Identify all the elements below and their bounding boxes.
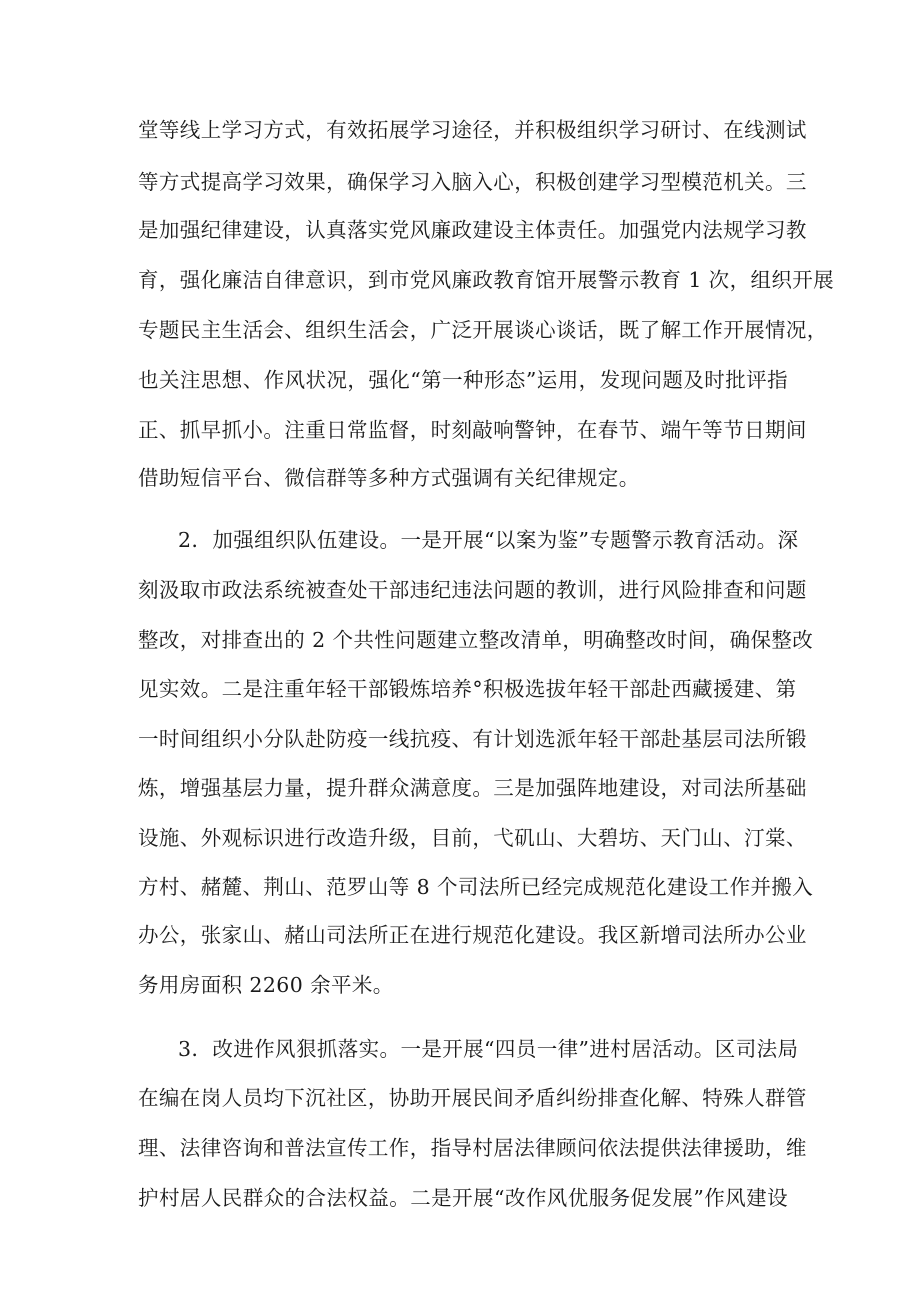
text-line: 等方式提高学习效果，确保学习入脑入心，积极创建学习型模范机关。三: [138, 170, 807, 194]
text-line: 整改，对排查出的 2 个共性问题建立整改清单，明确整改时间，确保整改: [138, 628, 814, 652]
paragraph-first-line: 3．改进作风狠抓落实。一是开展“四员一律”进村居活动。区司法局: [178, 1037, 799, 1061]
text-line: 一时间组织小分队赴防疫一线抗疫、有计划选派年轻干部赴基层司法所锻: [138, 727, 807, 751]
text-line: 见实效。二是注重年轻干部锻炼培养°积极选拔年轻干部赴西藏援建、第: [138, 677, 797, 701]
text-line: 刻汲取市政法系统被查处干部违纪违法问题的教训，进行风险排查和问题: [138, 578, 807, 602]
paragraph-first-line: 2．加强组织队伍建设。一是开展“以案为鉴”专题警示教育活动。深: [178, 528, 799, 552]
text-line: 也关注思想、作风状况，强化“第一种形态”运用，发现问题及时批评指: [138, 368, 788, 392]
text-line: 堂等线上学习方式，有效拓展学习途径，并积极组织学习研讨、在线测试: [138, 118, 807, 142]
text-line: 方村、赭麓、荆山、范罗山等 8 个司法所已经完成规范化建设工作并搬入: [138, 875, 814, 899]
text-line: 借助短信平台、微信群等多种方式强调有关纪律规定。: [138, 466, 640, 490]
text-line: 育，强化廉洁自律意识，到市党风廉政教育馆开展警示教育 1 次，组织开展: [138, 268, 835, 292]
text-line: 是加强纪律建设，认真落实党风廉政建设主体责任。加强党内法规学习教: [138, 218, 807, 242]
text-line: 办公，张家山、赭山司法所正在进行规范化建设。我区新增司法所办公业: [138, 923, 807, 947]
text-line: 专题民主生活会、组织生活会，广泛开展谈心谈话，既了解工作开展情况，: [138, 318, 828, 342]
text-line: 理、法律咨询和普法宣传工作，指导村居法律顾问依法提供法律援助，维: [138, 1136, 807, 1160]
text-line: 正、抓早抓小。注重日常监督，时刻敲响警钟，在春节、端午等节日期间: [138, 418, 807, 442]
text-line: 在编在岗人员均下沉社区，协助开展民间矛盾纠纷排查化解、特殊人群管: [138, 1086, 807, 1110]
text-line: 设施、外观标识进行改造升级，目前，弋矶山、大碧坊、天门山、汀棠、: [138, 826, 807, 850]
text-line: 炼，增强基层力量，提升群众满意度。三是加强阵地建设，对司法所基础: [138, 776, 807, 800]
text-line: 护村居人民群众的合法权益。二是开展“改作风优服务促发展”作风建设: [138, 1186, 788, 1210]
text-line: 务用房面积 2260 余平米。: [138, 973, 394, 997]
